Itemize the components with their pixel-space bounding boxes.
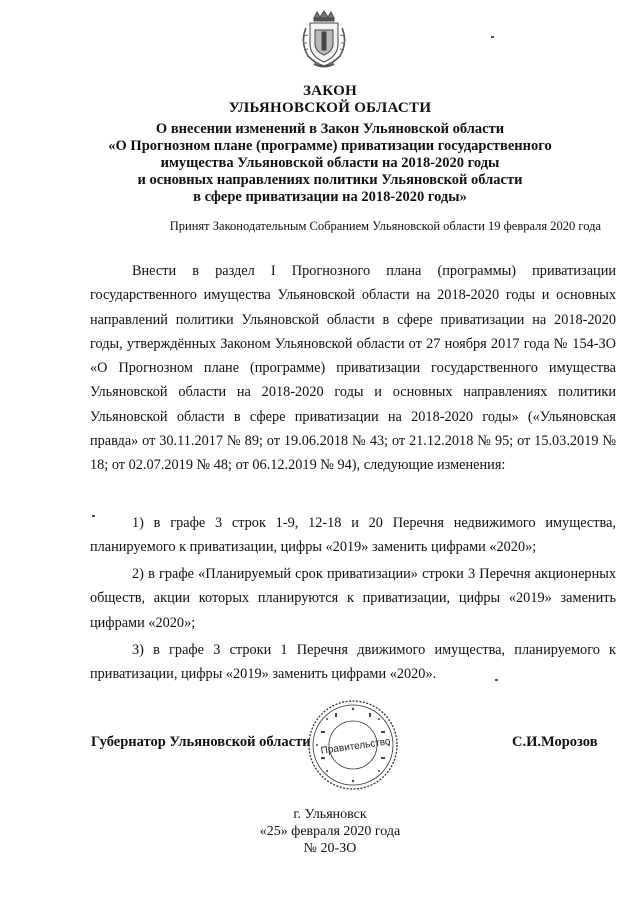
scan-speck bbox=[92, 515, 95, 517]
city: г. Ульяновск bbox=[293, 807, 367, 822]
adoption-note: Принят Законодательным Собранием Ульяновской области 19 февраля 2020 года bbox=[169, 219, 601, 233]
body-paragraph-main: Внести в раздел I Прогнозного плана (программы) приватизации государственного имущества Ульяновской области на 2018-2020 годы и основных направлений политики Ульяновской области в сфере приватизации на 2018-2020 годы, утверждённых Законом Ульяновской области от 27 ноября 2017 года № 154-ЗО «О Прогнозном плане (программе) приватизации государственного имущества Ульяновской области на 2018-2020 годы и основных направлениях политики Ульяновской области в сфере приватизации на 2018-2020 годы» («Ульяновская правда» от 30.11.2017 № 89; от 19.06.2018 № 43; от 21.12.2018 № 95; от 15.03.2019 № 18; от 02.07.2019 № 48; от 06.12.2019 № 94), следующие изменения: bbox=[90, 263, 616, 474]
law-title-line3: имущества Ульяновской области на 2018-2020 годы bbox=[160, 155, 500, 171]
body-paragraph-item-3: 3) в графе 3 строки 1 Перечня движимого имущества, планируемого к приватизации, цифры «2019» заменить цифрами «2020». bbox=[90, 642, 616, 683]
scan-speck bbox=[495, 679, 498, 681]
signing-date: «25» февраля 2020 года bbox=[259, 824, 401, 839]
law-title bbox=[90, 121, 570, 206]
body-paragraph-item-2: 2) в графе «Планируемый срок приватизации» строки 3 Перечня акционерных обществ, акции которых планируются к приватизации, цифры «2019» заменить цифрами «2020»; bbox=[90, 566, 616, 631]
seal-text: Правительство bbox=[320, 736, 392, 757]
law-title-line4: и основных направлениях политики Ульяновской области bbox=[137, 172, 523, 188]
law-title-line2: «О Прогнозном плане (программе) приватизации государственного bbox=[108, 138, 552, 154]
law-title-line5: в сфере приватизации на 2018-2020 годы» bbox=[193, 189, 467, 205]
law-header bbox=[80, 83, 580, 117]
body-paragraph-item-1: 1) в графе 3 строк 1-9, 12-18 и 20 Перечня недвижимого имущества, планируемого к приватизации, цифры «2019» заменить цифрами «2020»; bbox=[90, 515, 616, 556]
coat-of-arms-emblem bbox=[296, 8, 352, 70]
law-header-line1: ЗАКОН bbox=[302, 83, 358, 99]
scan-speck bbox=[491, 36, 494, 38]
signature-name: С.И.Морозов bbox=[512, 734, 598, 750]
official-seal-stamp bbox=[305, 697, 401, 793]
law-title-line1: О внесении изменений в Закон Ульяновской области bbox=[155, 121, 505, 137]
law-number: № 20-ЗО bbox=[303, 841, 357, 856]
place-date-block bbox=[230, 806, 430, 857]
law-header-line2: УЛЬЯНОВСКОЙ ОБЛАСТИ bbox=[228, 100, 432, 116]
signature-position: Губернатор Ульяновской области bbox=[91, 734, 311, 750]
